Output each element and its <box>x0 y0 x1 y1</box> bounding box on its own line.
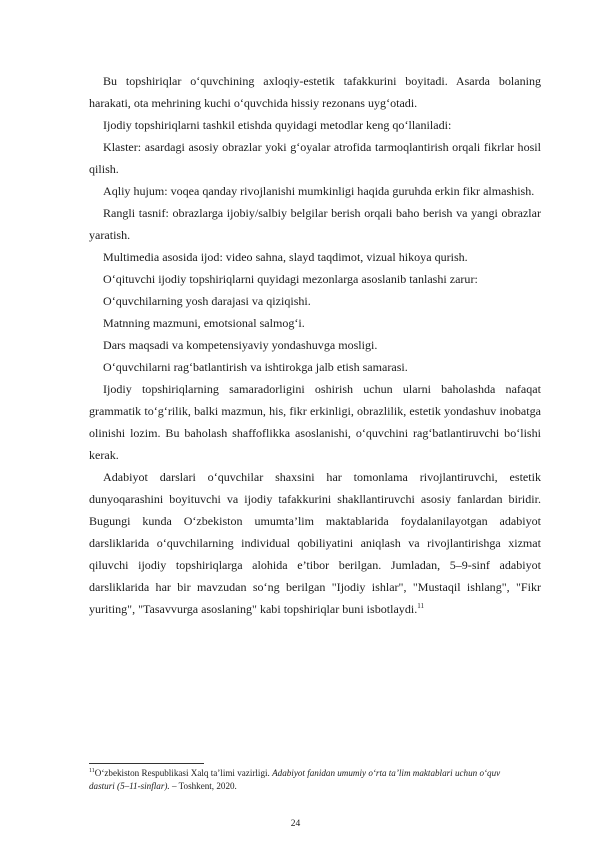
footnote-text: O‘zbekiston Respublikasi Xalq ta’limi vazirligi. <box>94 768 270 778</box>
paragraph-5: Rangli tasnif: obrazlarga ijobiy/salbiy belgilar berish orqali baho berish va yangi obrazlar yaratish. <box>89 206 541 242</box>
footnote <box>89 767 519 793</box>
paragraph-12: Ijodiy topshiriqlarning samaradorligini oshirish uchun ularni baholashda nafaqat grammatik to‘g‘rilik, balki mazmun, his, fikr erkinligi, obrazlilik, estetik yondashuv inobatga olinishi lozim. Bu baholash shaffoflikka asoslanishi, o‘quvchini rag‘batlantiruvchi bo‘lishi kerak. <box>89 382 541 462</box>
footnote-title: Adabiyot fanidan umumiy o‘rta ta’lim maktablari uchun o‘quv dasturi (5–11-sinflar). <box>89 768 501 791</box>
paragraph-9: Matnning mazmuni, emotsional salmog‘i. <box>103 316 305 330</box>
body-text <box>89 70 541 620</box>
paragraph-13-text: Adabiyot darslari o‘quvchilar shaxsini har tomonlama rivojlantiruvchi, estetik dunyoqarashini boyituvchi va ijodiy tafakkurini shakllantiruvchi asosiy fanlardan biridir. Bugungi kunda O‘zbekiston umumta’lim maktablarida foydalanilayotgan adabiyot darsliklarida o‘quvchilarning individual qobiliyatini aniqlash va rivojlantirishga xizmat qiluvchi ijodiy topshiriqlarga alohida e’tibor berilgan. Jumladan, 5–9-sinf adabiyot darsliklarida har bir mavzudan so‘ng berilgan "Ijodiy ishlar", "Mustaqil ishlang", "Fikr yuriting", "Tasavvurga asoslaning" kabi topshiriqlar buni isbotlaydi. <box>89 470 541 616</box>
footnote-publication: – Toshkent, 2020. <box>169 781 237 791</box>
paragraph-10: Dars maqsadi va kompetensiyaviy yondashuvga mosligi. <box>103 338 378 352</box>
paragraph-2: Ijodiy topshiriqlarni tashkil etishda quyidagi metodlar keng qo‘llaniladi: <box>103 118 452 132</box>
footnote-number: 11 <box>89 767 95 774</box>
footnote-reference[interactable]: 11 <box>417 601 424 610</box>
page-number: 24 <box>290 819 301 829</box>
paragraph-6: Multimedia asosida ijod: video sahna, slayd taqdimot, vizual hikoya qurish. <box>103 250 468 264</box>
paragraph-11: O‘quvchilarni rag‘batlantirish va ishtirokga jalb etish samarasi. <box>103 360 408 374</box>
paragraph-3: Klaster: asardagi asosiy obrazlar yoki g‘oyalar atrofida tarmoqlantirish orqali fikrlar hosil qilish. <box>89 140 541 176</box>
paragraph-7: O‘qituvchi ijodiy topshiriqlarni quyidagi mezonlarga asoslanib tanlashi zarur: <box>103 272 478 286</box>
paragraph-4: Aqliy hujum: voqea qanday rivojlanishi mumkinligi haqida guruhda erkin fikr almashish. <box>103 184 535 198</box>
footnote-divider <box>89 763 204 764</box>
paragraph-1: Bu topshiriqlar o‘quvchining axloqiy-estetik tafakkurini boyitadi. Asarda bolaning harakati, ota mehrining kuchi o‘quvchida hissiy rezonans uyg‘otadi. <box>89 74 541 110</box>
paragraph-8: O‘quvchilarning yosh darajasi va qiziqishi. <box>103 294 311 308</box>
paragraph-13 <box>89 466 541 620</box>
